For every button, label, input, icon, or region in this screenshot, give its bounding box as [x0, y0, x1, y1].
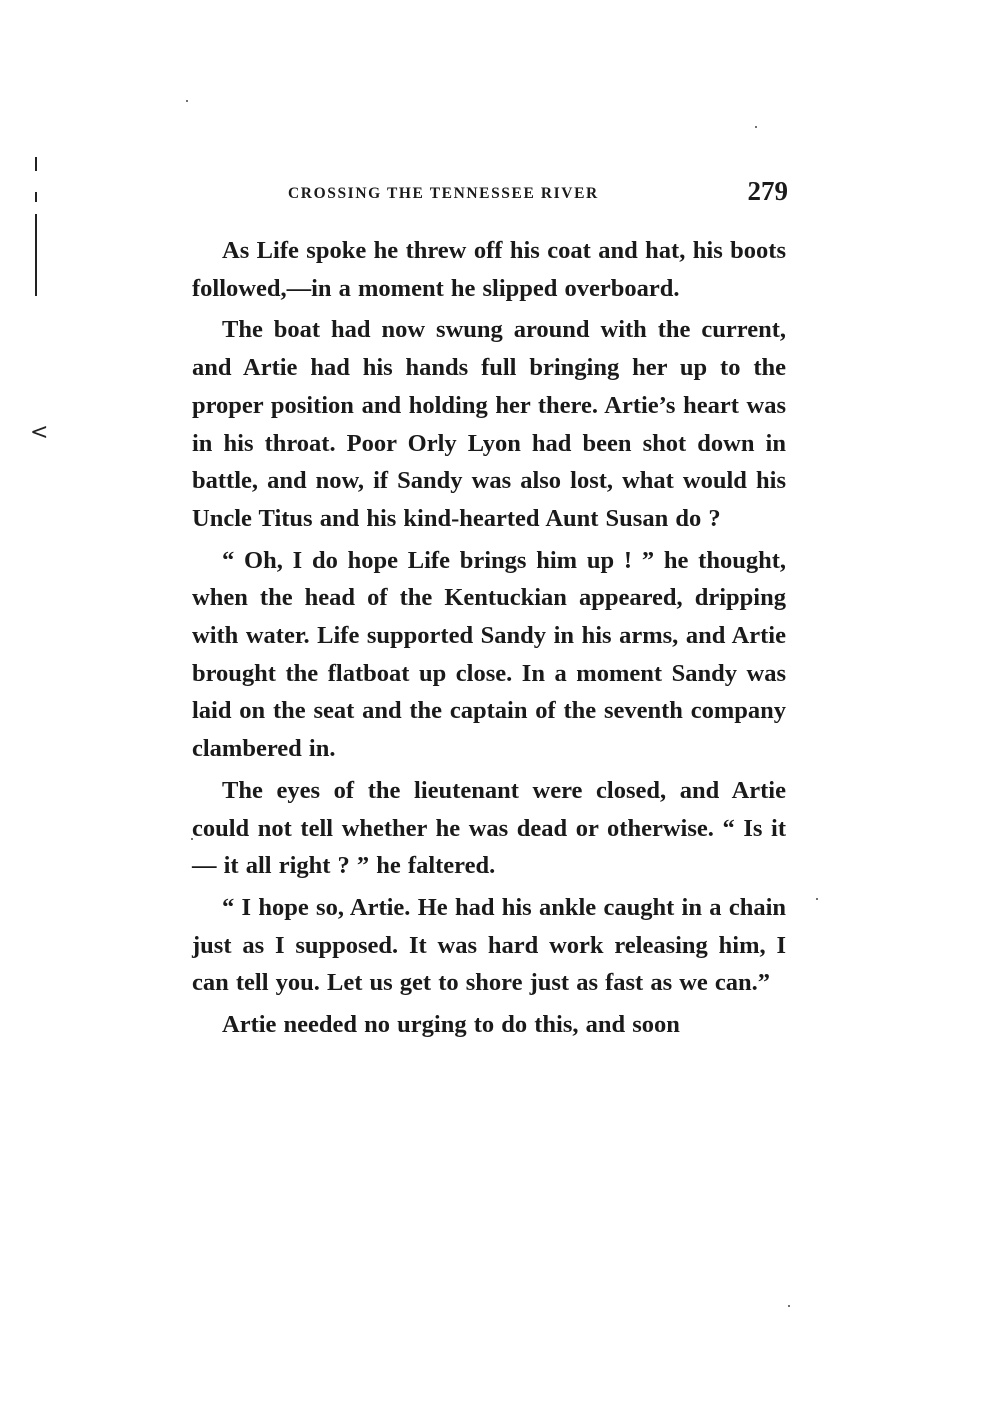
- running-head: [192, 176, 788, 212]
- paragraph: As Life spoke he threw off his coat and hat, his boots followed,—in a moment he slipped overboard.: [192, 237, 786, 302]
- margin-scan-mark: [35, 192, 37, 202]
- dust-speck: [755, 126, 757, 128]
- dust-speck: [788, 1305, 790, 1307]
- paragraph: “ Oh, I do hope Life brings him up ! ” he thought, when the head of the Kentuckian appeared, dripping with water. Life supported Sandy in his arms, and Artie brought the flatboat up close. In a moment Sandy was laid on the seat and the captain of the seventh company clambered in.: [192, 546, 786, 763]
- running-title: CROSSING THE TENNESSEE RIVER: [288, 185, 599, 202]
- paragraph: Artie needed no urging to do this, and soon: [222, 1011, 680, 1039]
- margin-scan-glyph: <: [30, 420, 49, 445]
- margin-scan-mark: [35, 214, 37, 296]
- paragraph: The boat had now swung around with the current, and Artie had his hands full bringing her up to the proper position and holding her there. Artie’s heart was in his throat. Poor Orly Lyon had been shot down in battle, and now, if Sandy was also lost, what would his Uncle Titus and his kind-hearted Aunt Susan do ?: [192, 316, 786, 532]
- paragraph: “ I hope so, Artie. He had his ankle caught in a chain just as I supposed. It was hard work releasing him, I can tell you. Let us get to shore just as fast as we can.”: [192, 893, 786, 997]
- paragraph: The eyes of the lieutenant were closed, and Artie could not tell whether he was dead or otherwise. “ Is it — it all right ? ” he faltered.: [192, 776, 786, 880]
- margin-scan-mark: [35, 157, 37, 171]
- dust-speck: [186, 100, 188, 102]
- page-number: 279: [747, 176, 788, 206]
- body-text: [192, 232, 786, 1048]
- dust-speck: [816, 898, 818, 900]
